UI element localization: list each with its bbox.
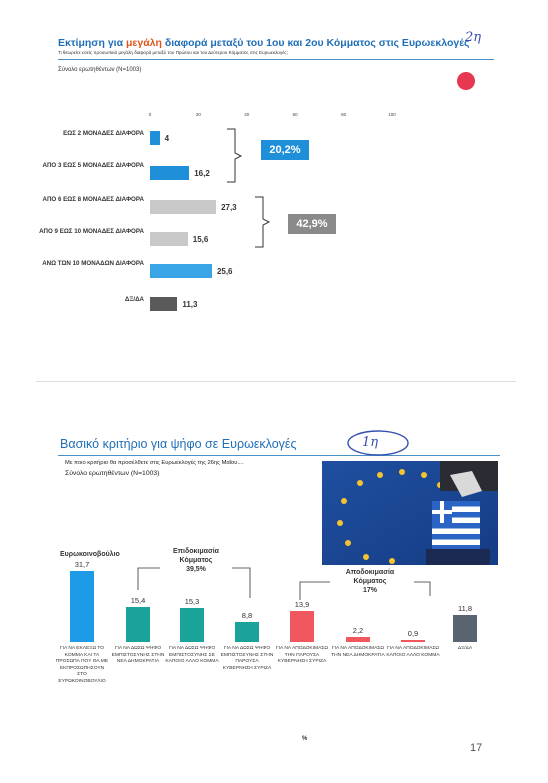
bar <box>150 166 189 180</box>
bar <box>150 131 160 145</box>
x-tick-label: 60 <box>292 112 298 117</box>
percent-axis-label: % <box>302 736 308 742</box>
bracket-2 <box>255 197 269 247</box>
handwritten-note-top: 2η <box>465 30 482 45</box>
data-label: 27,3 <box>221 203 237 212</box>
chart1-title: Εκτίμηση για μεγάλη διαφορά μεταξύ του 1ου και 2ου Κόμματος στις Ευρωεκλογές <box>58 37 470 49</box>
group-disapproval-line3: 17% <box>362 586 377 594</box>
category-label: ΑΝΩ ΤΩΝ 10 ΜΟΝΑΔΩΝ ΔΙΑΦΟΡΑ <box>42 260 144 267</box>
chart1-subtitle: Τι θεωρείτε εσείς προσωπικά μεγάλη διαφορά μεταξύ του Πρώτου και του Δεύτερου Κόμματος στις Ευρωεκλογές; <box>58 50 288 55</box>
red-circle-marker <box>457 72 475 90</box>
chart2-sample: Σύνολο ερωτηθέντων (N=1003) <box>65 470 160 477</box>
data-label: 2,2 <box>352 626 364 636</box>
category-label: ΓΙΑ ΝΑ ΔΩΣΩ ΨΗΦΟ ΕΜΠΙΣΤΟΣΥΝΗΣ ΣΤΗΝ ΝΕΑ ΔΗΜΟΚΡΑΤΙΑ <box>111 646 165 665</box>
data-label: 13,9 <box>294 599 310 609</box>
data-label: 16,2 <box>194 169 210 178</box>
data-label: 15,4 <box>130 596 146 606</box>
bracket-1 <box>227 129 241 182</box>
data-label: 8,8 <box>241 611 253 621</box>
x-tick-label: 80 <box>341 112 347 117</box>
category-label: ΕΩΣ 2 ΜΟΝΑΔΕΣ ΔΙΑΦΟΡΑ <box>63 130 144 137</box>
data-label: 4 <box>164 134 170 143</box>
data-label: 31,7 <box>74 559 90 569</box>
bar <box>70 571 94 642</box>
handwritten-circle <box>345 428 415 460</box>
bar <box>180 608 204 642</box>
bar <box>235 622 259 642</box>
bar <box>150 264 212 278</box>
group-disapproval-line1: Αποδοκιμασία <box>345 569 395 576</box>
group-disapproval-line2: Κόμματος <box>353 577 387 585</box>
bar <box>150 232 188 246</box>
group-approval-line3: 39,5% <box>186 565 206 573</box>
bar <box>290 611 314 642</box>
category-label: ΓΙΑ ΝΑ ΑΠΟΔΟΚΙΜΑΣΩ ΤΗΝ ΝΕΑ ΔΗΜΟΚΡΑΤΙΑ <box>331 646 385 658</box>
data-label: 0,9 <box>407 628 419 638</box>
category-label: ΓΙΑ ΝΑ ΔΩΣΩ ΨΗΦΟ ΕΜΠΙΣΤΟΣΥΝΗΣ ΣΕ ΚΑΠΟΙΟ ΑΛΛΟ ΚΟΜΜΑ <box>165 646 219 665</box>
chart2-title: Βασικό κριτήριο για ψήφο σε Ευρωεκλογές <box>60 437 297 451</box>
group-approval-line2: Κόμματος <box>179 556 213 564</box>
data-label: 25,6 <box>216 267 233 276</box>
chart2-question: Με ποιο κριτήριο θα προσέλθετε στις Ευρωεκλογές της 26ης Μαΐου.... <box>65 460 244 466</box>
bar <box>150 297 177 311</box>
bar <box>346 637 370 642</box>
category-label: ΓΙΑ ΝΑ ΕΚΛΕΞΩ ΤΟ ΚΟΜΜΑ ΚΑΙ ΤΑ ΠΡΟΣΩΠΑ ΠΟΥ ΘΑ ΜΕ ΕΚΠΡΟΣΩΠΗΣΟΥΝ ΣΤΟ ΕΥΡΩΚΟΙΝΟΒΟΥΛΙΟ <box>55 646 109 685</box>
chart2-rule <box>58 455 500 456</box>
data-label: 11,8 <box>457 604 473 614</box>
category-label: ΓΙΑ ΝΑ ΔΩΣΩ ΨΗΦΟ ΕΜΠΙΣΤΟΣΥΝΗΣ ΣΤΗΝ ΠΑΡΟΥΣΑ ΚΥΒΕΡΝΗΣΗ ΣΥΡΙΖΑ <box>220 646 274 671</box>
category-label: ΑΠΟ 3 ΕΩΣ 5 ΜΟΝΑΔΕΣ ΔΙΑΦΟΡΑ <box>42 162 144 169</box>
x-tick-label: 40 <box>244 112 250 117</box>
category-label: ΔΞ/ΔΑ <box>457 646 473 651</box>
data-label: 15,3 <box>184 596 200 606</box>
x-tick-label: 0 <box>148 112 152 117</box>
bar <box>453 615 477 642</box>
page-number: 17 <box>470 742 483 754</box>
chart2-left-label: Ευρωκοινοβούλιο <box>60 551 120 558</box>
group-approval-line1: Επιδοκιμασία <box>173 548 219 555</box>
bar <box>126 607 150 642</box>
category-label: ΑΠΟ 6 ΕΩΣ 8 ΜΟΝΑΔΕΣ ΔΙΑΦΟΡΑ <box>42 196 144 203</box>
group-label-box-2: 42,9% <box>288 214 336 234</box>
chart1-rule <box>58 59 494 60</box>
x-tick-label: 100 <box>388 112 396 117</box>
eu-flag-ballot-image <box>322 461 498 565</box>
chart1-sample: Σύνολο ερωτηθέντων (N=1003) <box>58 67 142 73</box>
group-label-box-1: 20,2% <box>261 140 309 160</box>
data-label: 11,3 <box>182 300 198 309</box>
section-divider <box>36 381 516 382</box>
category-label: ΓΙΑ ΝΑ ΑΠΟΔΟΚΙΜΑΣΩ ΤΗΝ ΠΑΡΟΥΣΑ ΚΥΒΕΡΝΗΣΗ ΣΥΡΙΖΑ <box>275 646 329 665</box>
category-label: ΔΞ/ΔΑ <box>124 296 144 303</box>
handwritten-note-bottom: 1η <box>362 435 379 450</box>
data-label: 15,6 <box>192 235 209 244</box>
bar <box>150 200 216 214</box>
bar <box>401 640 425 642</box>
category-label: ΓΙΑ ΝΑ ΑΠΟΔΟΚΙΜΑΣΩ ΚΑΠΟΙΟ ΑΛΛΟ ΚΟΜΜΑ <box>386 646 440 658</box>
category-label: ΑΠΟ 9 ΕΩΣ 10 ΜΟΝΑΔΕΣ ΔΙΑΦΟΡΑ <box>39 228 144 235</box>
x-tick-label: 20 <box>195 112 201 117</box>
